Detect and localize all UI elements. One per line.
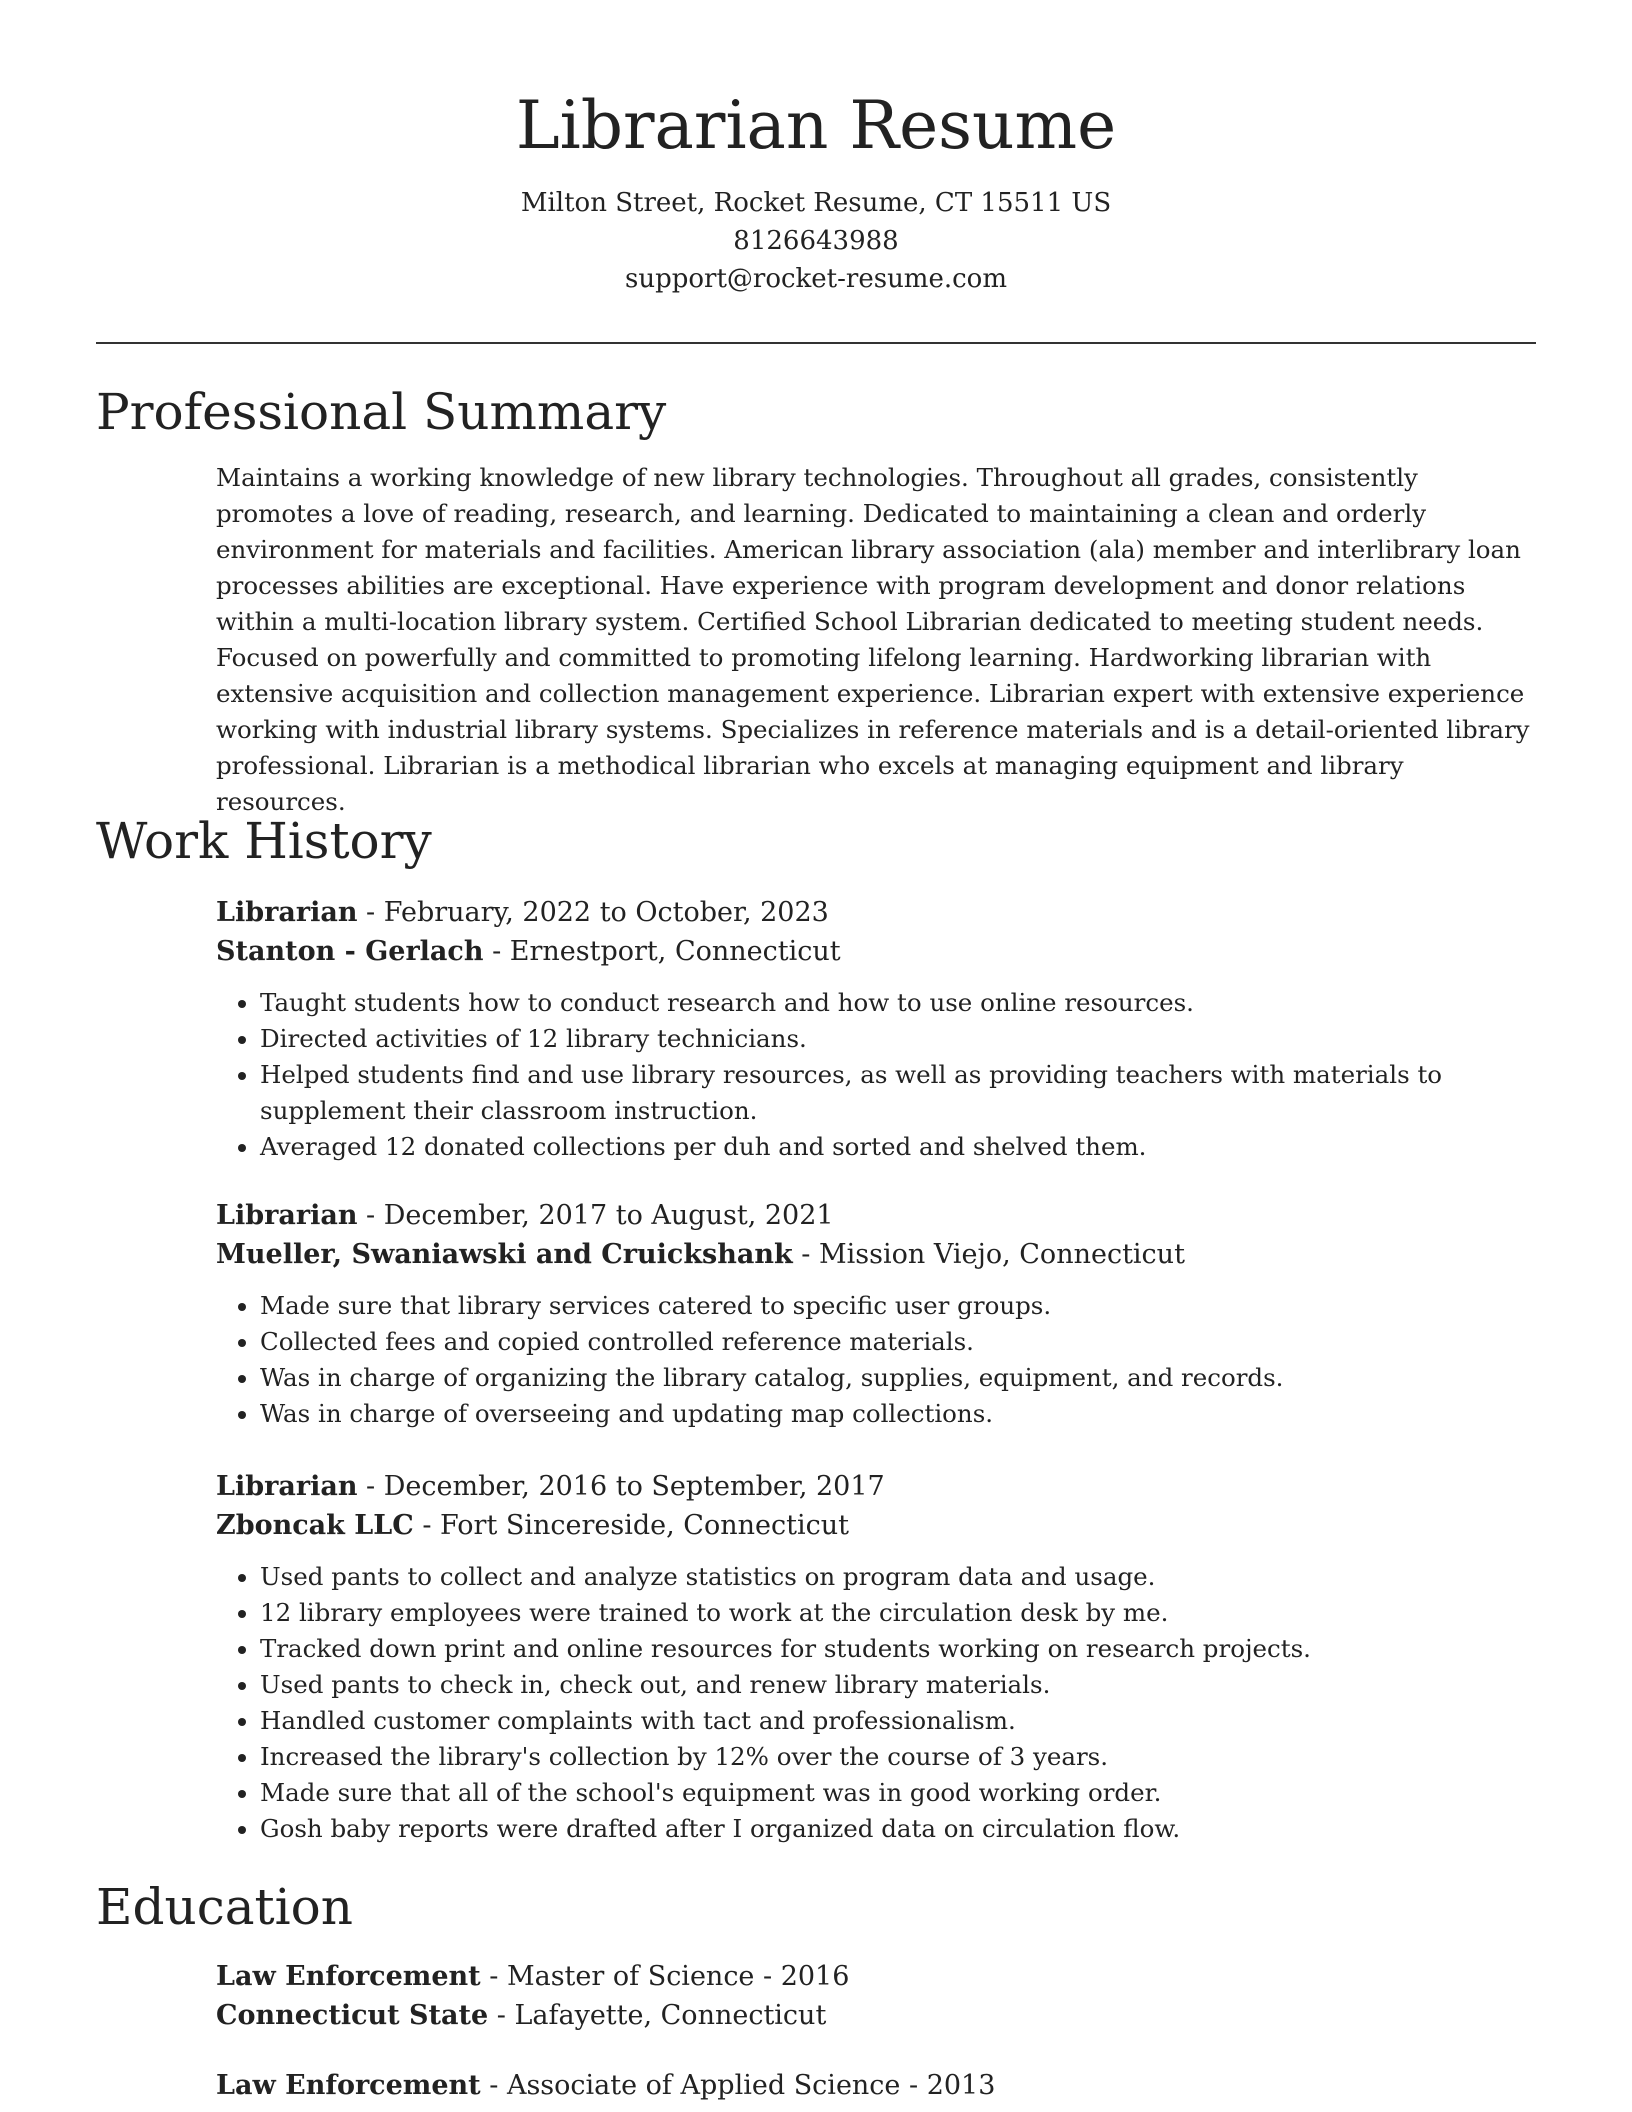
job-bullet: • Made sure that library services catered to specific user groups. — [260, 1288, 1536, 1324]
job-bullet: • Directed activities of 12 library technicians. — [260, 1021, 1536, 1057]
resume-title: Librarian Resume — [515, 87, 1117, 164]
job-location: - Ernestport, Connecticut — [483, 936, 841, 967]
section-title-education: Education — [96, 1878, 353, 1936]
education-location: - Lafayette, Connecticut — [488, 2000, 827, 2031]
education-school: Connecticut State — [216, 2000, 489, 2031]
job-dates: - February, 2022 to October, 2023 — [357, 897, 829, 928]
email: support@rocket-resume.com — [624, 264, 1007, 294]
job-company-line — [216, 1506, 1536, 1545]
job-role: Librarian — [216, 897, 358, 928]
job-entry — [216, 1196, 1536, 1432]
resume-header — [96, 86, 1536, 298]
job-bullet: • Gosh baby reports were drafted after I organized data on circulation flow. — [260, 1811, 1536, 1847]
job-bullet: • Collected fees and copied controlled reference materials. — [260, 1324, 1536, 1360]
job-bullet: • Tracked down print and online resources for students working on research projects. — [260, 1631, 1536, 1667]
job-bullet: • Helped students find and use library resources, as well as providing teachers with materials to supplement their classroom instruction. — [260, 1057, 1536, 1129]
education-field: Law Enforcement — [216, 1961, 481, 1992]
job-company: Zboncak LLC — [216, 1510, 414, 1541]
section-title-work-history: Work History — [96, 812, 432, 870]
education-degree: - Associate of Applied Science - 2013 — [480, 2070, 996, 2101]
job-dates: - December, 2016 to September, 2017 — [357, 1471, 885, 1502]
job-bullet: • Used pants to collect and analyze statistics on program data and usage. — [260, 1559, 1536, 1595]
job-entry — [216, 893, 1536, 1165]
job-bullets — [216, 985, 1536, 1165]
address: Milton Street, Rocket Resume, CT 15511 US — [520, 188, 1112, 218]
job-bullet: • Was in charge of organizing the library catalog, supplies, equipment, and records. — [260, 1360, 1536, 1396]
summary-block — [216, 460, 1536, 820]
education-degree-line — [216, 1957, 1536, 1996]
section-title-summary: Professional Summary — [96, 383, 667, 441]
job-bullet: • Made sure that all of the school's equipment was in good working order. — [260, 1775, 1536, 1811]
job-bullet: • 12 library employees were trained to work at the circulation desk by me. — [260, 1595, 1536, 1631]
job-location: - Mission Viejo, Connecticut — [792, 1239, 1185, 1270]
job-role: Librarian — [216, 1200, 358, 1231]
phone: 8126643988 — [733, 226, 899, 256]
job-bullet: • Taught students how to conduct research and how to use online resources. — [260, 985, 1536, 1021]
job-role: Librarian — [216, 1471, 358, 1502]
job-bullet: • Was in charge of overseeing and updating map collections. — [260, 1396, 1536, 1432]
education-entry — [216, 1957, 1536, 2035]
job-entry — [216, 1467, 1536, 1847]
job-company: Stanton - Gerlach — [216, 936, 484, 967]
job-title-line — [216, 1467, 1536, 1506]
education-degree-line — [216, 2066, 1536, 2105]
job-location: - Fort Sincereside, Connecticut — [413, 1510, 849, 1541]
job-company-line — [216, 1235, 1536, 1274]
summary-text: Maintains a working knowledge of new library technologies. Throughout all grades, consistently promotes a love of reading, research, and learning. Dedicated to maintaining a clean and orderly environment for materials and facilities. American library association (ala) member and interlibrary loan processes abilities are exceptional. Have experience with program development and donor relations within a multi-location library system. Certified School Librarian dedicated to meeting student needs. Focused on powerfully and committed to promoting lifelong learning. Hardworking librarian with extensive acquisition and collection management experience. Librarian expert with extensive experience working with industrial library systems. Specializes in reference materials and is a detail-oriented library professional. Librarian is a methodical librarian who excels at managing equipment and library resources. — [216, 463, 1530, 816]
job-bullets — [216, 1288, 1536, 1432]
header-divider — [96, 342, 1536, 344]
job-company: Mueller, Swaniawski and Cruickshank — [216, 1239, 793, 1270]
contact-info — [96, 184, 1536, 298]
education-field: Law Enforcement — [216, 2070, 481, 2101]
job-bullet: • Averaged 12 donated collections per duh and sorted and shelved them. — [260, 1129, 1536, 1165]
job-dates: - December, 2017 to August, 2021 — [357, 1200, 834, 1231]
education-entry — [216, 2066, 1536, 2105]
job-bullet: • Handled customer complaints with tact and professionalism. — [260, 1703, 1536, 1739]
job-bullets — [216, 1559, 1536, 1847]
job-bullet: • Increased the library's collection by 12% over the course of 3 years. — [260, 1739, 1536, 1775]
education-school-line — [216, 1996, 1536, 2035]
job-company-line — [216, 932, 1536, 971]
education-degree: - Master of Science - 2016 — [480, 1961, 850, 1992]
job-title-line — [216, 893, 1536, 932]
job-bullet: • Used pants to check in, check out, and renew library materials. — [260, 1667, 1536, 1703]
job-title-line — [216, 1196, 1536, 1235]
